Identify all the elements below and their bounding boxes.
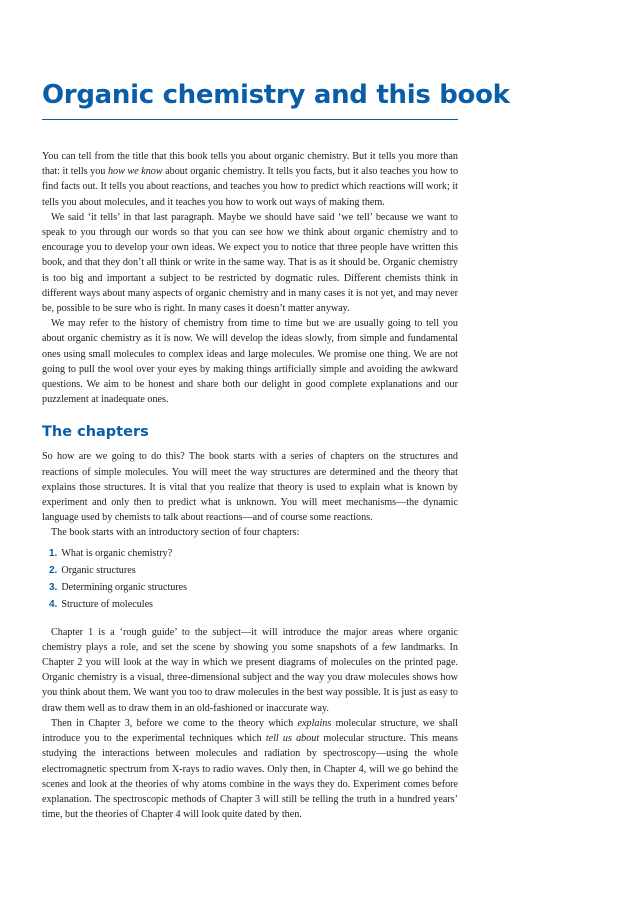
list-text: Determining organic structures <box>61 581 188 593</box>
intro-paragraph-1: You can tell from the title that this book tells you about organic chemistry. But it tells you more than that: it tells you how we know about organic chemistry. It tells you facts, but it also teaches you how to find facts out. It tells you about reactions, and teaches you how to predict which reactions will work; it tells you about molecules, and it teaches you how to work out ways of making them. <box>42 151 459 208</box>
chapters-paragraph-2: The book starts with an introductory section of four chapters: <box>51 527 300 539</box>
emphasis-how-we-know: how we know <box>107 166 163 178</box>
list-item <box>42 562 458 579</box>
list-item <box>42 596 458 613</box>
intro-paragraph-3: We may refer to the history of chemistry from time to time but we are usually going to tell you about organic chemistry as it is now. We will develop the ideas slowly, from simple and fundamental ones using small molecules to complex ideas and large molecules. We promise one thing. We are not going to pull the wool over your eyes by making things artificially simple and avoiding the awkward questions. We aim to be honest and share both our delight in good complete explanations and our puzzlement at inadequate ones. <box>42 318 458 406</box>
body-text <box>42 149 458 822</box>
emphasis-explains: explains <box>297 717 332 729</box>
list-text: What is organic chemistry? <box>61 547 173 559</box>
chapters-paragraph-3: Chapter 1 is a ‘rough guide’ to the subject—it will introduce the major areas where organic chemistry plays a role, and set the scene by showing you some snapshots of a few landmarks. In Chapter 2 you will look at the way in which we present diagrams of molecules on the printed page. Organic chemistry is a visual, three-dimensional subject and the way you draw molecules shows how you think about them. We want you too to draw molecules in the best way possible. It is just as easy to draw them well as to draw them in an old-fashioned or inaccurate way. <box>42 626 458 714</box>
chapters-paragraph-1: So how are we going to do this? The book starts with a series of chapters on the structures and reactions of simple molecules. You will meet the way structures are determined and the theory that explains those structures. It is vital that you realize that theory is used to explain what is known by experiment and only then to predict what is unknown. You will meet mechanisms—the dynamic language used by chemists to talk about reactions—and of course some reactions. <box>42 451 458 524</box>
list-number: 2. <box>49 564 58 576</box>
chapter-list <box>42 545 458 613</box>
list-number: 3. <box>49 581 58 593</box>
title-rule <box>42 119 458 120</box>
list-number: 1. <box>49 547 58 559</box>
page-title: Organic chemistry and this book <box>42 80 510 110</box>
list-number: 4. <box>49 598 58 610</box>
intro-paragraph-2: We said ‘it tells’ in that last paragraph. Maybe we should have said ‘we tell’ because we want to speak to you through our words so that you can see how we think about organic chemistry and to encourage you to develop your own ideas. We expect you to notice that three people have written this book, and that they don’t all think or write in the same way. That is as it should be. Organic chemistry is too big and important a subject to be restricted by dogmatic rules. Different chemists think in different ways about many aspects of organic chemistry and in many cases it is not yet, and may never be, possible to be sure who is right. In many cases it doesn’t matter anyway. <box>42 211 458 315</box>
chapters-paragraph-4: Then in Chapter 3, before we come to the theory which explains molecular structure, we shall introduce you to the experimental techniques which tell us about molecular structure. This means studying the interactions between molecules and radiation by spectroscopy—using the whole electromagnetic spectrum from X-rays to radio waves. Only then, in Chapter 4, will we go behind the scenes and look at the theories of why atoms combine in the ways they do. Experiment comes before explanation. The spectroscopic methods of Chapter 3 will still be telling the truth in a hundred years’ time, but the theories of Chapter 4 will look quite dated by then. <box>42 717 459 821</box>
list-text: Structure of molecules <box>61 598 154 610</box>
section-title-chapters: The chapters <box>42 424 149 441</box>
list-item <box>42 579 458 596</box>
list-text: Organic structures <box>61 564 136 576</box>
emphasis-tell-us-about: tell us about <box>265 733 320 745</box>
list-item <box>42 545 458 562</box>
